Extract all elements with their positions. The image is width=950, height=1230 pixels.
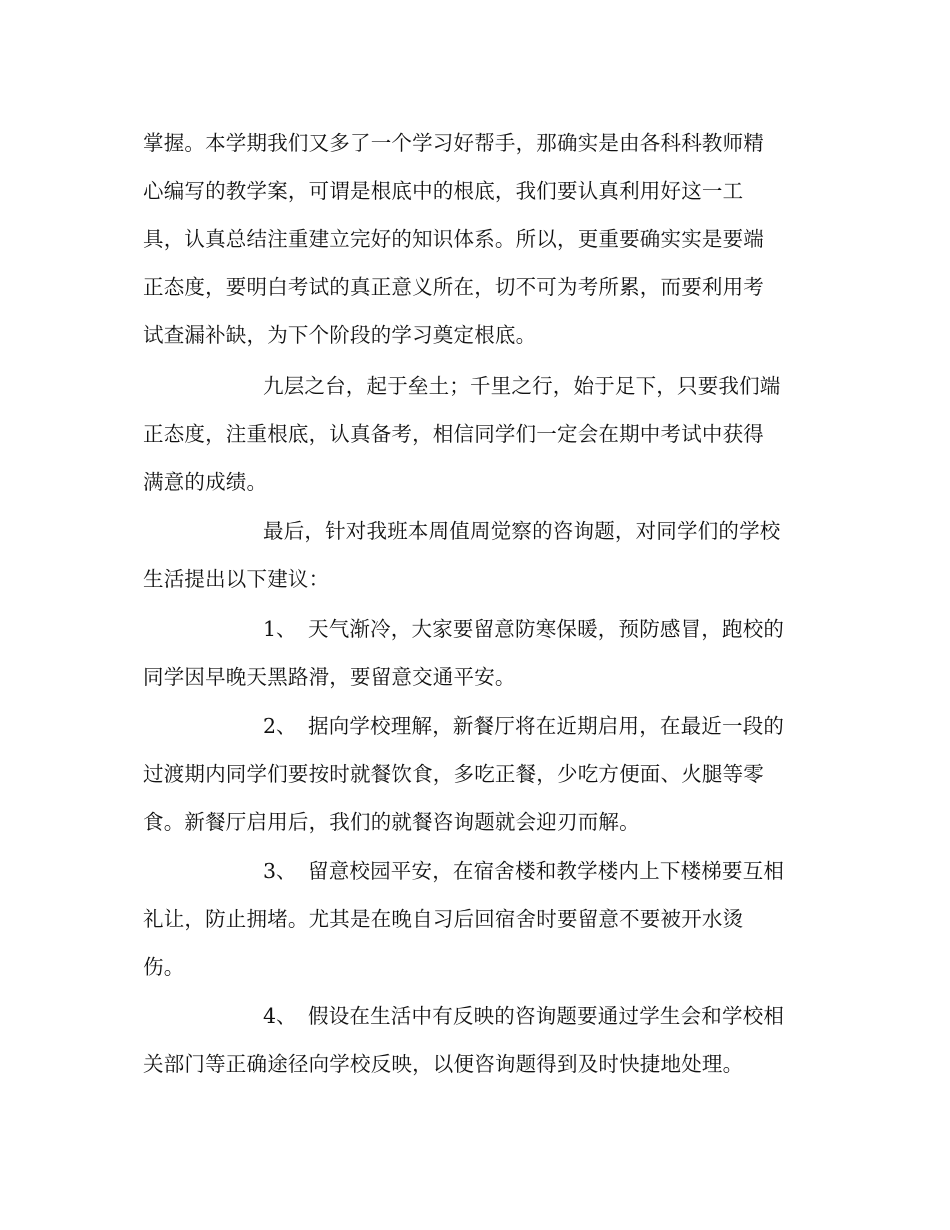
- list-item-1-line-1: 天气渐冷，大家要留意防寒保暖，预防感冒，跑校的: [308, 617, 785, 641]
- paragraph-2-line-2: 正态度，注重根底，认真备考，相信同学们一定会在期中考试中获得: [143, 422, 764, 446]
- paragraph-1-line-2: 心编写的教学案，可谓是根底中的根底，我们要认真利用好这一工: [143, 179, 744, 203]
- paragraph-3-line-1: 最后，针对我班本周值周觉察的咨询题，对同学们的学校: [263, 519, 781, 543]
- list-item-1-line-2: 同学因早晚天黑路滑，要留意交通平安。: [143, 665, 516, 689]
- paragraph-1-line-1: 掌握。本学期我们又多了一个学习好帮手，那确实是由各科科教师精: [143, 131, 764, 155]
- paragraph-3-line-2: 生活提出以下建议：: [143, 567, 330, 591]
- paragraph-1-line-3: 具，认真总结注重建立完好的知识体系。所以，更重要确实实是要端: [143, 227, 764, 251]
- paragraph-1-line-5: 试查漏补缺，为下个阶段的学习奠定根底。: [143, 323, 537, 347]
- list-item-2-number: 2、: [263, 714, 297, 738]
- list-item-3-line-2: 礼让，防止拥堵。尤其是在晚自习后回宿舍时要留意不要被开水烫: [143, 907, 744, 931]
- list-item-2-line-1: 据向学校理解，新餐厅将在近期启用，在最近一段的: [308, 714, 785, 738]
- list-item-3-line-3: 伤。: [143, 955, 185, 979]
- list-item-3-line-1: 留意校园平安，在宿舍楼和教学楼内上下楼梯要互相: [308, 859, 785, 883]
- list-item-4-number: 4、: [263, 1004, 297, 1028]
- list-item-4-line-2: 关部门等正确途径向学校反映，以便咨询题得到及时快捷地处理。: [143, 1052, 744, 1076]
- list-item-2-line-3: 食。新餐厅启用后，我们的就餐咨询题就会迎刃而解。: [143, 810, 640, 834]
- paragraph-2-line-3: 满意的成绩。: [143, 470, 268, 494]
- list-item-3-number: 3、: [263, 859, 297, 883]
- list-item-2-line-2: 过渡期内同学们要按时就餐饮食，多吃正餐，少吃方便面、火腿等零: [143, 762, 764, 786]
- paragraph-1-line-4: 正态度，要明白考试的真正意义所在，切不可为考所累，而要利用考: [143, 275, 764, 299]
- list-item-1-number: 1、: [263, 617, 297, 641]
- paragraph-2-line-1: 九层之台，起于垒土；千里之行，始于足下，只要我们端: [263, 374, 781, 398]
- list-item-4-line-1: 假设在生活中有反映的咨询题要通过学生会和学校相: [308, 1004, 785, 1028]
